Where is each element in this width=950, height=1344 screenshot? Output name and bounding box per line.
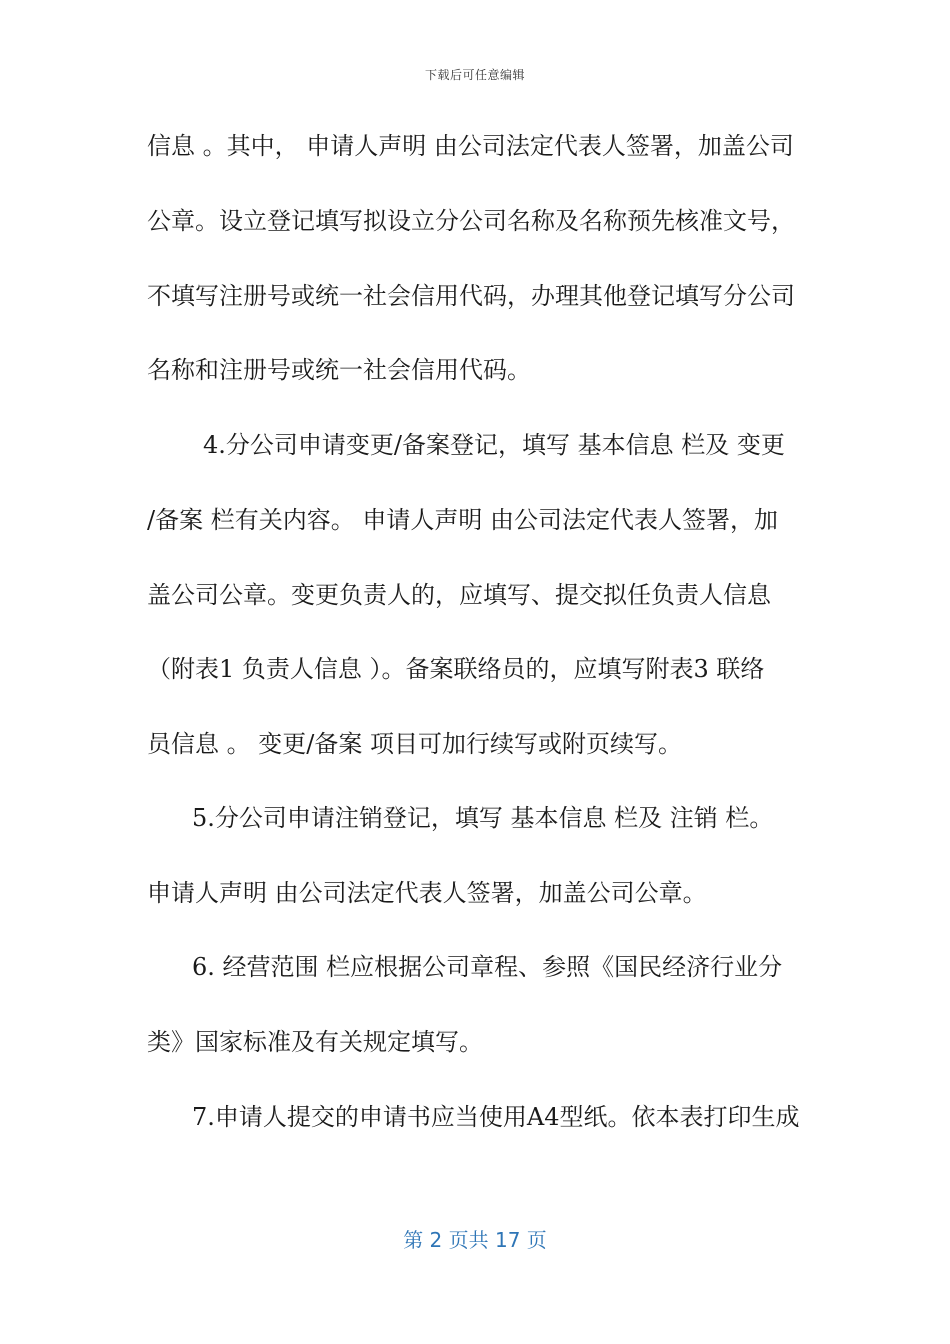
body-line: 盖公司公章。变更负责人的，应填写、提交拟任负责人信息 xyxy=(147,581,771,609)
body-line: 名称和注册号或统一社会信用代码。 xyxy=(147,356,531,384)
body-line: 5.分公司申请注销登记，填写 基本信息 栏及 注销 栏。 xyxy=(192,804,774,832)
body-line: 申请人声明 由公司法定代表人签署，加盖公司公章。 xyxy=(147,879,707,907)
body-line: 7.申请人提交的申请书应当使用A4型纸。依本表打印生成 xyxy=(192,1103,800,1131)
body-line: 4.分公司申请变更/备案登记，填写 基本信息 栏及 变更 xyxy=(203,431,785,459)
body-line: （附表1 负责人信息 ）。备案联络员的，应填写附表3 联络 xyxy=(147,655,765,683)
body-line: 公章。设立登记填写拟设立分公司名称及名称预先核准文号， xyxy=(147,207,795,235)
body-line: 信息 。其中， 申请人声明 由公司法定代表人签署，加盖公司 xyxy=(147,132,794,160)
body-line: 类》国家标准及有关规定填写。 xyxy=(147,1028,483,1056)
page-header-note: 下载后可任意编辑 xyxy=(424,68,525,82)
body-line: 6. 经营范围 栏应根据公司章程、参照《国民经济行业分 xyxy=(192,953,783,981)
body-line: 不填写注册号或统一社会信用代码，办理其他登记填写分公司 xyxy=(147,282,795,310)
body-line: /备案 栏有关内容。 申请人声明 由公司法定代表人签署，加 xyxy=(147,506,778,534)
page-number: 第 2 页共 17 页 xyxy=(403,1228,547,1252)
body-line: 员信息 。 变更/备案 项目可加行续写或附页续写。 xyxy=(147,730,682,758)
